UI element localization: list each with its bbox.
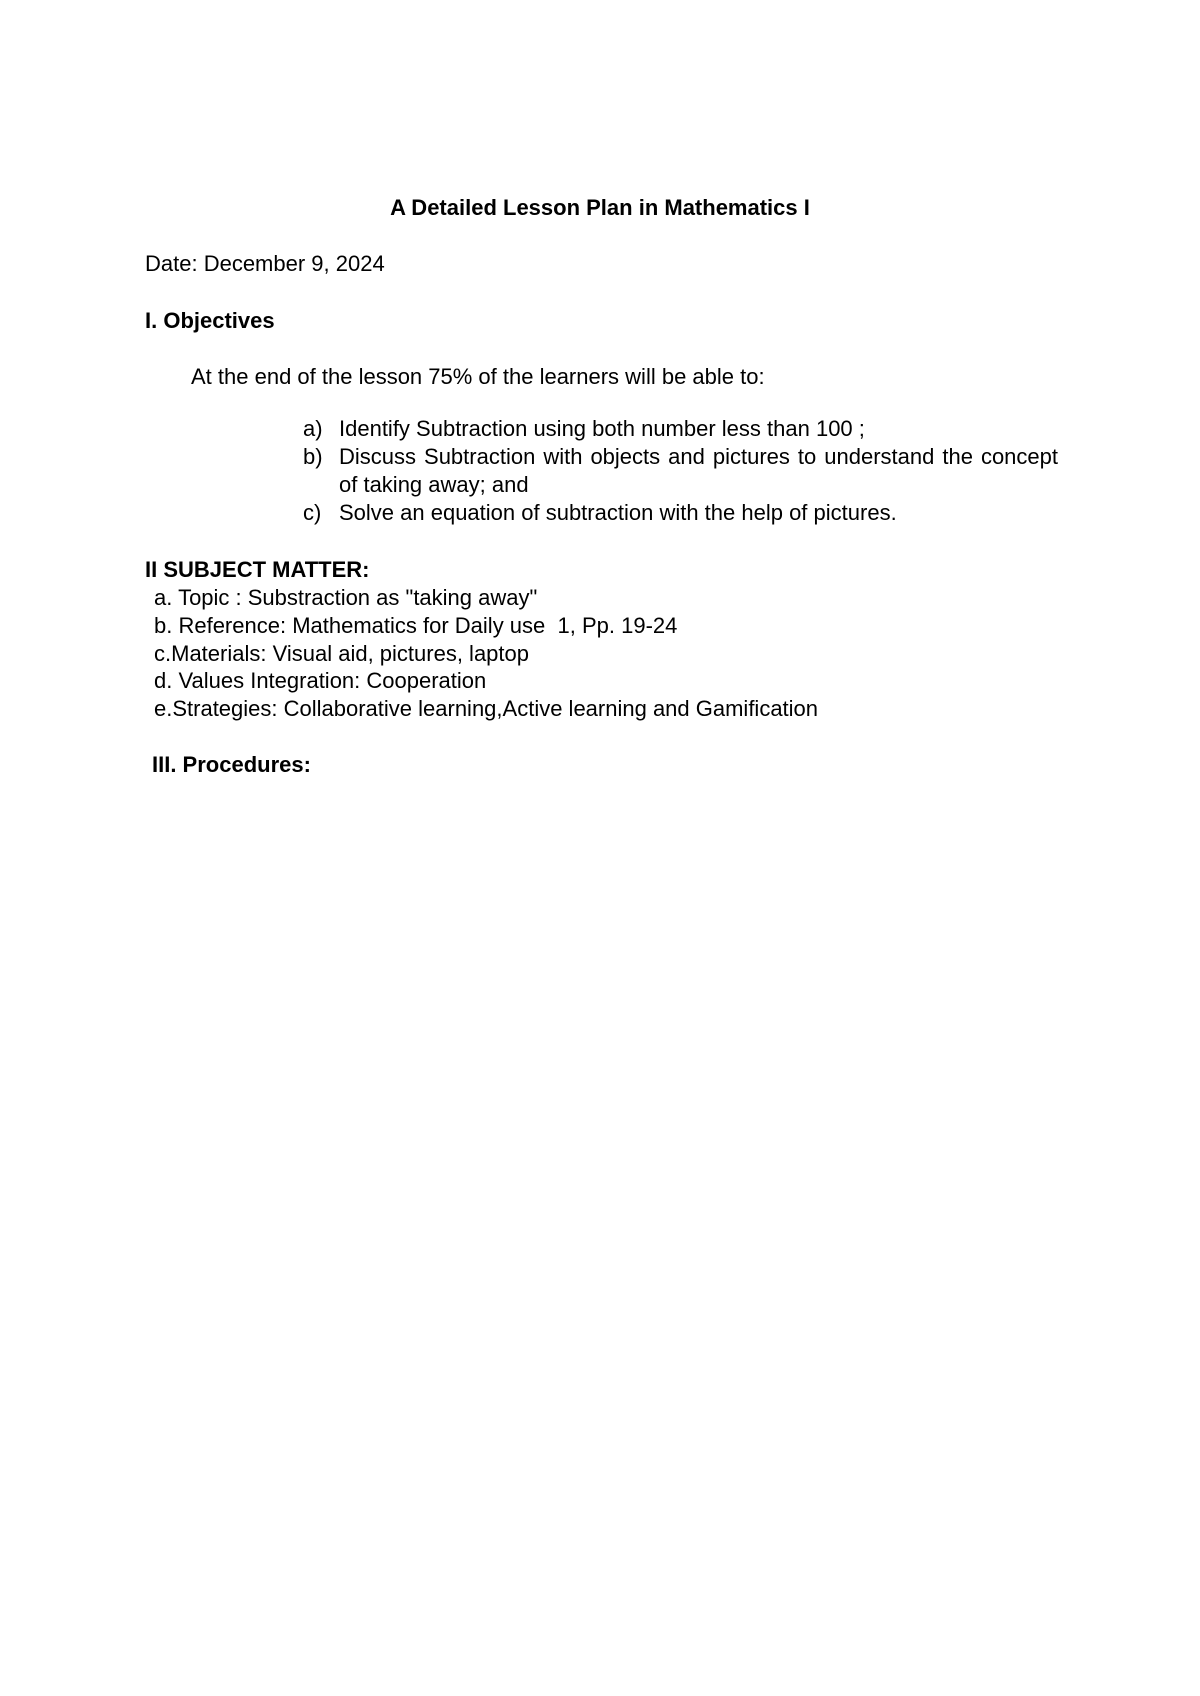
objective-text: Discuss Subtraction with objects and pictures to understand the concept of taking away; and — [339, 444, 1058, 497]
date-line: Date: December 9, 2024 — [145, 251, 385, 276]
procedures-heading: III. Procedures: — [152, 752, 311, 777]
subject-matter-heading: II SUBJECT MATTER: — [145, 557, 370, 582]
subject-matter-item-strategies: e.Strategies: Collaborative learning,Active learning and Gamification — [154, 696, 819, 721]
document-title: A Detailed Lesson Plan in Mathematics I — [390, 195, 810, 220]
objective-text: Identify Subtraction using both number less than 100 ; — [339, 416, 865, 441]
subject-matter-item-topic: a. Topic : Substraction as "taking away" — [154, 585, 538, 610]
objective-marker: a) — [303, 416, 323, 441]
subject-matter-item-reference: b. Reference: Mathematics for Daily use 1, Pp. 19-24 — [154, 613, 678, 638]
objectives-heading: I. Objectives — [145, 308, 275, 333]
objective-marker: c) — [303, 500, 322, 525]
objective-text: Solve an equation of subtraction with the help of pictures. — [339, 500, 897, 525]
subject-matter-item-materials: c.Materials: Visual aid, pictures, laptop — [154, 641, 529, 666]
subject-matter-item-values: d. Values Integration: Cooperation — [154, 668, 487, 693]
objective-marker: b) — [303, 444, 323, 469]
objectives-intro: At the end of the lesson 75% of the learners will be able to: — [191, 364, 765, 389]
